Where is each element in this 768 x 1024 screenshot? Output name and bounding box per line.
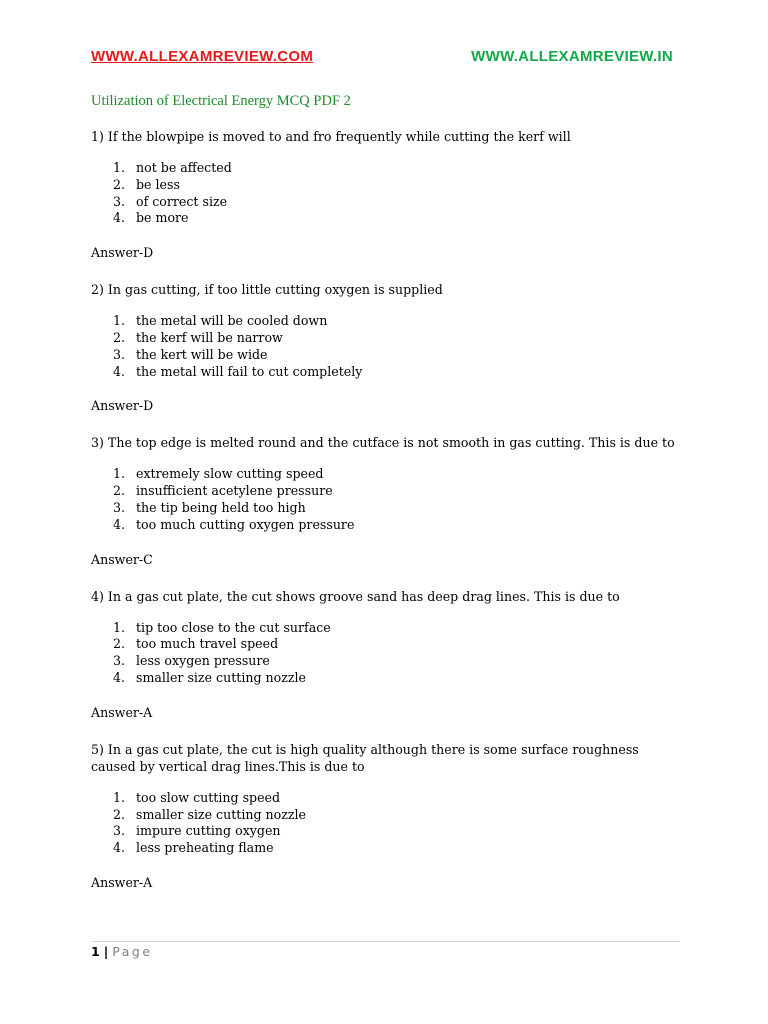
option-list (91, 466, 681, 533)
option-text: less oxygen pressure (136, 653, 270, 669)
question-text: 5) In a gas cut plate, the cut is high quality although there is some surface roughness caused by vertical drag lines.This is due to (91, 741, 639, 774)
answer-text: Answer-A (91, 704, 153, 720)
option-number: 1. (113, 313, 126, 329)
option-number: 2. (113, 329, 126, 345)
option-text: insufficient acetylene pressure (136, 483, 333, 499)
question-text: 2) In gas cutting, if too little cutting oxygen is supplied (91, 282, 443, 298)
option-number: 3. (113, 499, 126, 515)
option-text: tip too close to the cut surface (136, 619, 331, 635)
option-text: too much cutting oxygen pressure (136, 516, 355, 532)
question-text: 3) The top edge is melted round and the cutface is not smooth in gas cutting. This is due to (91, 435, 675, 451)
option-text: extremely slow cutting speed (136, 466, 324, 482)
option-number: 4. (113, 840, 126, 856)
option-item (91, 330, 681, 347)
option-text: impure cutting oxygen (136, 823, 281, 839)
option-item (91, 807, 681, 824)
option-item (91, 620, 681, 637)
option-text: of correct size (136, 193, 228, 209)
answer-text: Answer-A (91, 874, 153, 890)
option-number: 4. (113, 516, 126, 532)
option-item (91, 210, 681, 227)
option-item (91, 500, 681, 517)
option-number: 2. (113, 176, 126, 192)
footer-divider (91, 941, 680, 942)
option-item (91, 313, 681, 330)
option-item (91, 823, 681, 840)
answer-text: Answer-D (91, 245, 154, 261)
option-list (91, 620, 681, 687)
answer-text: Answer-C (91, 551, 153, 567)
option-number: 1. (113, 789, 126, 805)
page-number: 1 (91, 944, 100, 959)
option-item (91, 347, 681, 364)
option-item (91, 483, 681, 500)
page-header (91, 48, 673, 70)
option-number: 4. (113, 210, 126, 226)
option-number: 3. (113, 823, 126, 839)
question-text: 1) If the blowpipe is moved to and fro frequently while cutting the kerf will (91, 129, 571, 144)
option-item (91, 653, 681, 670)
option-item (91, 840, 681, 857)
option-item (91, 194, 681, 211)
option-number: 1. (113, 160, 126, 175)
option-number: 3. (113, 346, 126, 362)
option-number: 2. (113, 806, 126, 822)
option-number: 3. (113, 193, 126, 209)
page-label: Page (112, 944, 153, 959)
header-link-com[interactable]: WWW.ALLEXAMREVIEW.COM (91, 48, 314, 65)
option-text: be more (136, 210, 189, 226)
question-block (91, 281, 681, 414)
option-text: too much travel speed (136, 636, 279, 652)
option-item (91, 364, 681, 381)
header-link-in[interactable]: WWW.ALLEXAMREVIEW.IN (471, 48, 673, 65)
question-block (91, 434, 681, 567)
document-title: Utilization of Electrical Energy MCQ PDF 2 (91, 93, 351, 109)
option-text: be less (136, 176, 180, 192)
page-footer (91, 944, 153, 959)
option-text: the kert will be wide (136, 346, 268, 362)
option-number: 4. (113, 669, 126, 685)
option-text: the kerf will be narrow (136, 329, 283, 345)
option-number: 2. (113, 636, 126, 652)
option-item (91, 670, 681, 687)
question-block (91, 128, 681, 261)
option-list (91, 790, 681, 857)
option-number: 3. (113, 653, 126, 669)
option-item (91, 517, 681, 534)
option-text: the metal will fail to cut completely (136, 363, 363, 379)
option-item (91, 466, 681, 483)
option-item (91, 636, 681, 653)
answer-text: Answer-D (91, 398, 154, 414)
option-number: 2. (113, 483, 126, 499)
option-text: not be affected (136, 160, 232, 175)
option-number: 4. (113, 363, 126, 379)
option-text: smaller size cutting nozzle (136, 806, 306, 822)
question-list (91, 128, 681, 911)
question-block (91, 741, 681, 891)
option-number: 1. (113, 466, 126, 482)
option-item (91, 160, 681, 177)
option-number: 1. (113, 619, 126, 635)
option-text: smaller size cutting nozzle (136, 669, 306, 685)
option-item (91, 790, 681, 807)
option-item (91, 177, 681, 194)
footer-separator: | (103, 944, 109, 959)
question-block (91, 588, 681, 721)
option-text: too slow cutting speed (136, 789, 281, 805)
option-text: the metal will be cooled down (136, 313, 328, 329)
option-text: less preheating flame (136, 840, 274, 856)
option-list (91, 160, 681, 227)
question-text: 4) In a gas cut plate, the cut shows groove sand has deep drag lines. This is due to (91, 588, 620, 604)
option-list (91, 313, 681, 380)
option-text: the tip being held too high (136, 499, 306, 515)
